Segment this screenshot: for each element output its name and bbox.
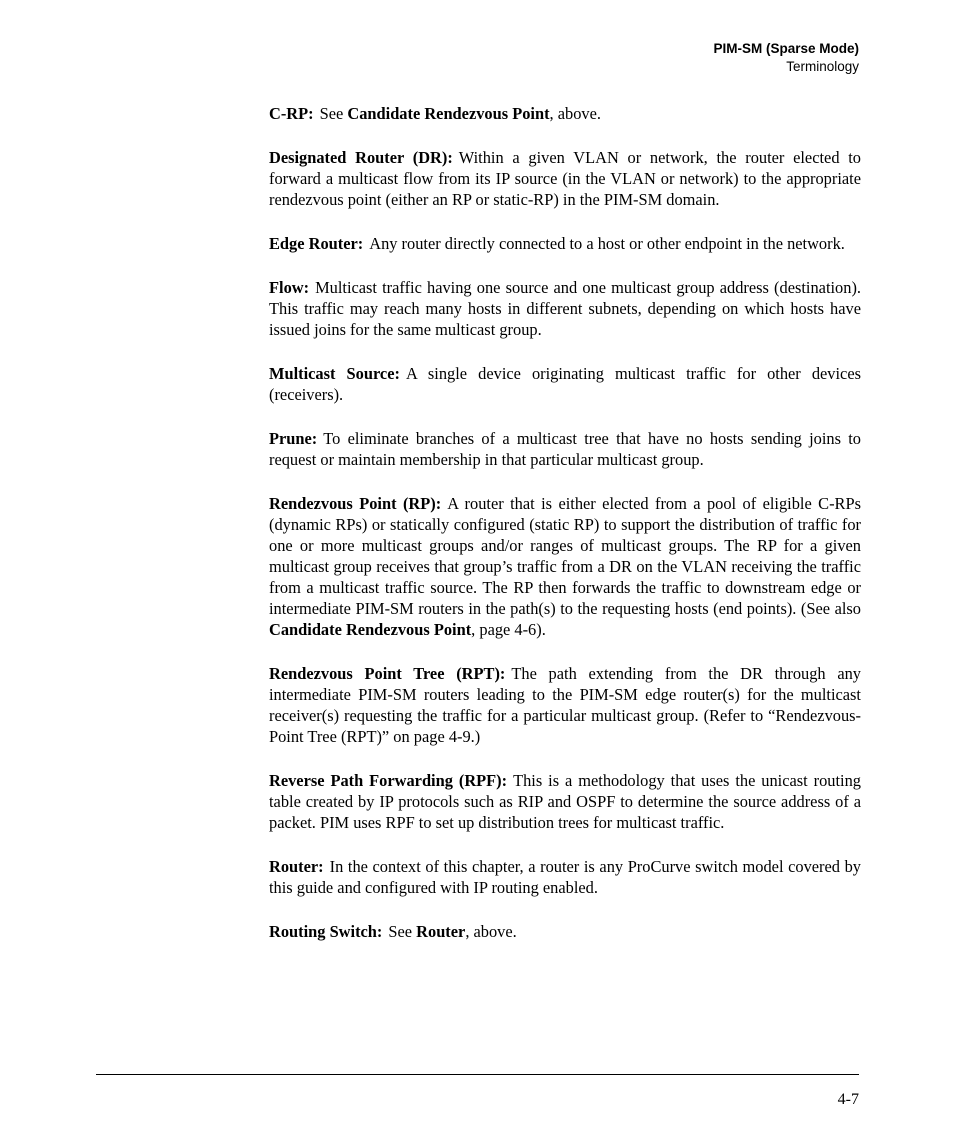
term-entry-prune (269, 428, 861, 470)
term-label: Flow: (269, 278, 310, 297)
term-label: Designated Router (DR): (269, 148, 453, 167)
definition-text: A single device originating multicast traffic for other devices (receivers). (269, 364, 861, 404)
term-entry-flow (269, 277, 861, 340)
cross-reference: Candidate Rendezvous Point (347, 104, 550, 123)
definition-text: , above. (465, 922, 517, 941)
terminology-list (269, 103, 861, 965)
cross-reference: Router (416, 922, 466, 941)
footer-rule (96, 1074, 859, 1075)
definition-text: Any router directly connected to a host or other endpoint in the network. (369, 234, 845, 253)
term-entry-designated-router (269, 147, 861, 210)
definition-text: To eliminate branches of a multicast tree that have no hosts sending joins to request or maintain membership in that particular multicast group. (269, 429, 861, 469)
term-label: Edge Router: (269, 234, 364, 253)
term-label: Reverse Path Forwarding (RPF): (269, 771, 508, 790)
term-entry-multicast-source (269, 363, 861, 405)
term-label: Routing Switch: (269, 922, 383, 941)
term-entry-c-rp (269, 103, 861, 124)
term-label: Router: (269, 857, 324, 876)
definition-text: See (388, 922, 417, 941)
term-label: C-RP: (269, 104, 314, 123)
term-entry-router (269, 856, 861, 898)
page-number: 4-7 (837, 1091, 859, 1108)
definition-text: See (319, 104, 348, 123)
definition-text: Within a given VLAN or network, the router elected to forward a multicast flow from its IP source (in the VLAN or network) to the appropriate rendezvous point (either an RP or static-RP) in the PIM-SM domain. (269, 148, 861, 209)
section-title: Terminology (786, 59, 859, 74)
running-head (713, 40, 859, 76)
term-entry-rendezvous-point-tree (269, 663, 861, 747)
term-label: Multicast Source: (269, 364, 400, 383)
definition-text: Multicast traffic having one source and one multicast group address (destination). This traffic may reach many hosts in different subnets, depending on which hosts have issued joins for the same multicast group. (269, 278, 861, 339)
definition-text: This is a methodology that uses the unicast routing table created by IP protocols such as RIP and OSPF to determine the source address of a packet. PIM uses RPF to set up distribution trees for multicast traffic. (269, 771, 861, 832)
definition-text: In the context of this chapter, a router is any ProCurve switch model covered by this guide and configured with IP routing enabled. (269, 857, 861, 897)
chapter-title: PIM-SM (Sparse Mode) (713, 41, 859, 56)
definition-text: , page 4-6). (471, 620, 546, 639)
term-label: Prune: (269, 429, 318, 448)
term-entry-edge-router (269, 233, 861, 254)
term-entry-reverse-path-forwarding (269, 770, 861, 833)
definition-text: A router that is either elected from a pool of eligible C-RPs (dynamic RPs) or statically configured (static RP) to support the distribution of traffic for one or more multicast groups and/or ranges of multicast groups. The RP for a given multicast group receives that group’s traffic from a DR on the VLAN receiving the traffic from a multicast traffic source. The RP then forwards the traffic to downstream edge or intermediate PIM-SM routers in the path(s) to the requesting hosts (end points). (See also (269, 494, 861, 618)
cross-reference: Candidate Rendezvous Point (269, 620, 472, 639)
term-entry-routing-switch (269, 921, 861, 942)
term-label: Rendezvous Point (RP): (269, 494, 442, 513)
term-entry-rendezvous-point (269, 493, 861, 640)
definition-text: The path extending from the DR through any intermediate PIM-SM routers leading to the PIM-SM edge router(s) for the multicast receiver(s) requesting the traffic for a particular multicast group. (Refer to “Rendezvous-Point Tree (RPT)” on page 4-9.) (269, 664, 861, 746)
term-label: Rendezvous Point Tree (RPT): (269, 664, 506, 683)
definition-text: , above. (549, 104, 601, 123)
